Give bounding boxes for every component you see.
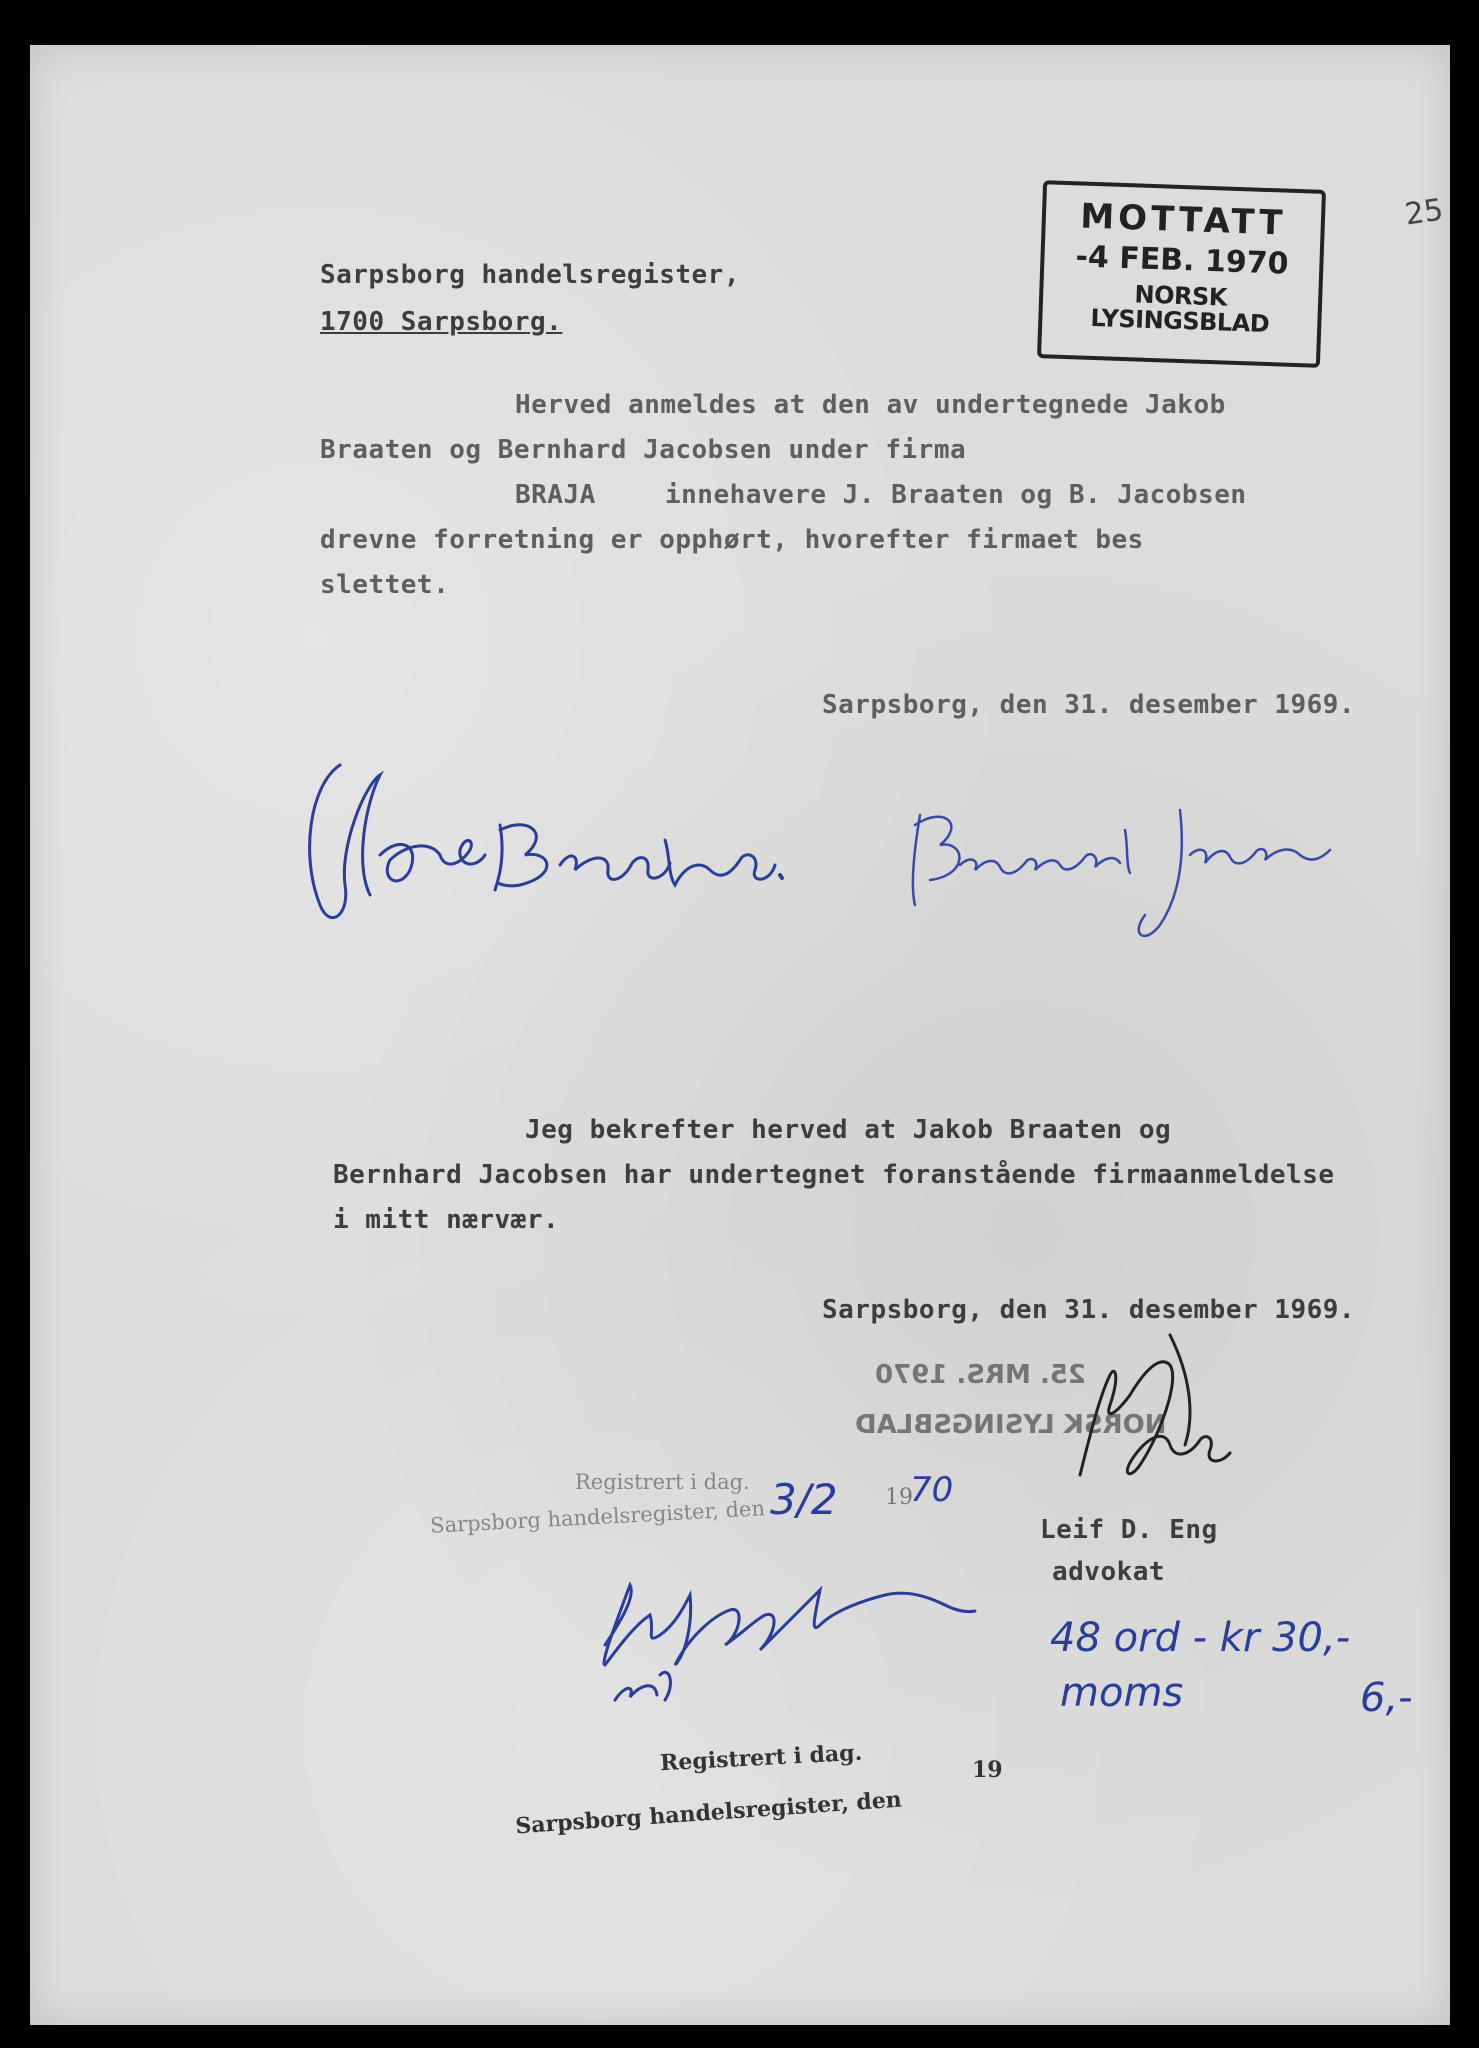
registration-stamp-2-line-1: Registrert i dag. bbox=[659, 1739, 863, 1777]
fee-note-line-1: 48 ord - kr 30,- bbox=[1050, 1615, 1351, 1661]
fee-note-line-2: moms bbox=[1060, 1670, 1184, 1716]
date-line-1: Sarpsborg, den 31. desember 1969. bbox=[822, 690, 1356, 720]
lawyer-title: advokat bbox=[1052, 1557, 1166, 1587]
addressee-line-1: Sarpsborg handelsregister, bbox=[320, 260, 740, 290]
date-line-2: Sarpsborg, den 31. desember 1969. bbox=[822, 1295, 1356, 1325]
registration-stamp-1-line-2: Sarpsborg handelsregister, den bbox=[429, 1496, 766, 1538]
stamp-line-3: NORSK LYSINGSBLAD bbox=[1090, 280, 1270, 339]
signature-leif-eng bbox=[1020, 1315, 1290, 1515]
mirrored-stamp-name: NORSK LYSINGSBLAD bbox=[855, 1410, 1167, 1440]
lawyer-name: Leif D. Eng bbox=[1040, 1515, 1218, 1545]
registration-stamp-2-year: 19 bbox=[972, 1757, 1003, 1783]
signature-bernhard-jacobsen bbox=[890, 785, 1360, 965]
document-page bbox=[30, 45, 1450, 2025]
signature-registrar bbox=[565, 1535, 1015, 1715]
addressee-line-2: 1700 Sarpsborg. bbox=[320, 307, 563, 337]
confirmation-line-3: i mitt nærvær. bbox=[333, 1205, 560, 1235]
registration-stamp-1-year: 70 bbox=[910, 1470, 954, 1510]
signature-jakob-braaten bbox=[270, 745, 810, 945]
mirrored-stamp-date: 25. MRS. 1970 bbox=[875, 1360, 1087, 1390]
body-line-4: drevne forretning er opphørt, hvorefter firmaet bes bbox=[320, 525, 1144, 555]
stamp-line-1: MOTTATT bbox=[1079, 196, 1288, 244]
page-number: 25 bbox=[1402, 192, 1446, 233]
registration-stamp-2-line-2: Sarpsborg handelsregister, den bbox=[514, 1786, 903, 1840]
body-line-5: slettet. bbox=[320, 570, 450, 600]
confirmation-line-2: Bernhard Jacobsen har undertegnet foranstående firmaanmeldelse bbox=[333, 1160, 1335, 1190]
body-line-1: Herved anmeldes at den av undertegnede Jakob bbox=[515, 390, 1226, 420]
body-line-3: innehavere J. Braaten og B. Jacobsen bbox=[665, 480, 1247, 510]
stamp-line-2: -4 FEB. 1970 bbox=[1074, 238, 1290, 282]
registration-stamp-1-year-prefix: 19 bbox=[885, 1485, 913, 1510]
registration-stamp-1-line-1: Registrert i dag. bbox=[575, 1470, 750, 1494]
registration-stamp-1-date: 3/2 bbox=[770, 1475, 838, 1524]
body-line-2: Braaten og Bernhard Jacobsen under firma bbox=[320, 435, 967, 465]
body-firm-name: BRAJA bbox=[515, 480, 596, 510]
fee-note-line-2-value: 6,- bbox=[1360, 1675, 1413, 1721]
received-stamp bbox=[1037, 180, 1326, 368]
confirmation-line-1: Jeg bekrefter herved at Jakob Braaten og bbox=[525, 1115, 1172, 1145]
